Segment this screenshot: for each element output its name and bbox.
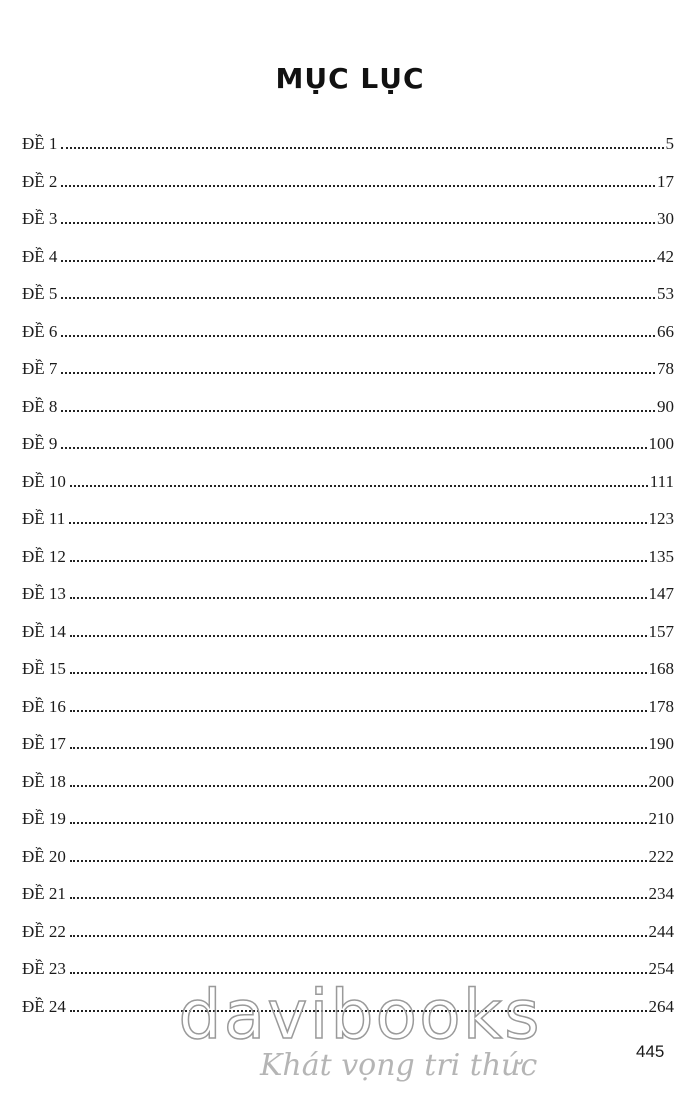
toc-entry-label: ĐỀ 9 bbox=[22, 434, 58, 453]
toc-entry-page: 78 bbox=[657, 359, 674, 378]
dot-leader bbox=[70, 710, 647, 712]
toc-entry-label: ĐỀ 20 bbox=[22, 846, 66, 866]
dot-leader bbox=[61, 147, 663, 149]
toc-entry[interactable] bbox=[22, 500, 674, 538]
dot-leader bbox=[61, 297, 655, 299]
toc-entry-page: 168 bbox=[648, 659, 674, 678]
toc-entry-page: 200 bbox=[648, 771, 674, 791]
toc-entry[interactable] bbox=[22, 875, 674, 913]
toc-entry-label: ĐỀ 16 bbox=[22, 696, 66, 716]
dot-leader bbox=[70, 672, 647, 674]
toc-entry-label: ĐỀ 24 bbox=[22, 996, 66, 1016]
toc-entry-label: ĐỀ 19 bbox=[22, 809, 66, 828]
dot-leader bbox=[70, 822, 647, 824]
toc-entry[interactable] bbox=[22, 913, 674, 951]
dot-leader bbox=[70, 635, 647, 637]
toc-entry-label: ĐỀ 21 bbox=[22, 884, 66, 903]
toc-entry-label: ĐỀ 14 bbox=[22, 621, 66, 641]
page-number: 445 bbox=[636, 1042, 665, 1061]
watermark-brand: davibooks bbox=[178, 976, 542, 1055]
toc-entry-page: 157 bbox=[648, 621, 674, 641]
toc-entry-label: ĐỀ 15 bbox=[22, 659, 66, 678]
toc-entry-page: 254 bbox=[648, 959, 674, 978]
dot-leader bbox=[70, 560, 647, 562]
table-of-contents bbox=[22, 125, 674, 1025]
toc-entry-page: 244 bbox=[648, 921, 674, 941]
dot-leader bbox=[70, 972, 647, 974]
toc-entry-page: 90 bbox=[657, 396, 674, 416]
toc-entry[interactable] bbox=[22, 388, 674, 426]
toc-entry-page: 147 bbox=[648, 584, 674, 603]
dot-leader bbox=[61, 410, 655, 412]
toc-entry[interactable] bbox=[22, 350, 674, 388]
toc-entry-page: 123 bbox=[648, 509, 674, 528]
toc-entry-page: 100 bbox=[648, 434, 674, 453]
toc-entry-label: ĐỀ 23 bbox=[22, 959, 66, 978]
dot-leader bbox=[61, 222, 655, 224]
toc-entry-page: 17 bbox=[657, 171, 674, 191]
toc-entry[interactable] bbox=[22, 538, 674, 576]
toc-entry-label: ĐỀ 10 bbox=[22, 471, 66, 491]
toc-entry-label: ĐỀ 8 bbox=[22, 396, 58, 416]
dot-leader bbox=[61, 372, 655, 374]
toc-entry-page: 222 bbox=[648, 846, 674, 866]
dot-leader bbox=[70, 897, 647, 899]
toc-entry-label: ĐỀ 5 bbox=[22, 284, 58, 303]
toc-entry[interactable] bbox=[22, 425, 674, 463]
toc-entry[interactable] bbox=[22, 313, 674, 351]
page-title: MỤC LỤC bbox=[275, 62, 425, 95]
toc-entry[interactable] bbox=[22, 763, 674, 801]
dot-leader bbox=[61, 447, 646, 449]
toc-entry-page: 210 bbox=[648, 809, 674, 828]
toc-entry-page: 135 bbox=[648, 546, 674, 566]
toc-entry[interactable] bbox=[22, 163, 674, 201]
toc-entry-label: ĐỀ 22 bbox=[22, 921, 66, 941]
toc-entry[interactable] bbox=[22, 275, 674, 313]
toc-entry[interactable] bbox=[22, 688, 674, 726]
toc-entry[interactable] bbox=[22, 650, 674, 688]
toc-entry-label: ĐỀ 7 bbox=[22, 359, 58, 378]
toc-entry-label: ĐỀ 13 bbox=[22, 584, 66, 603]
toc-entry[interactable] bbox=[22, 200, 674, 238]
toc-entry-page: 42 bbox=[657, 246, 674, 266]
toc-entry-label: ĐỀ 11 bbox=[22, 509, 66, 528]
toc-entry-page: 30 bbox=[657, 209, 674, 228]
toc-entry-label: ĐỀ 2 bbox=[22, 171, 58, 191]
toc-entry[interactable] bbox=[22, 800, 674, 838]
toc-entry-page: 111 bbox=[649, 471, 674, 491]
toc-entry-label: ĐỀ 3 bbox=[22, 209, 58, 228]
dot-leader bbox=[61, 185, 655, 187]
toc-entry[interactable] bbox=[22, 125, 674, 163]
toc-entry-page: 5 bbox=[665, 134, 674, 153]
toc-entry-page: 66 bbox=[657, 321, 674, 341]
dot-leader bbox=[69, 522, 646, 524]
dot-leader bbox=[70, 785, 647, 787]
toc-entry[interactable] bbox=[22, 463, 674, 501]
toc-entry-page: 53 bbox=[657, 284, 674, 303]
watermark-tagline: Khát vọng tri thức bbox=[260, 1048, 538, 1083]
dot-leader bbox=[70, 935, 647, 937]
toc-entry-page: 190 bbox=[648, 734, 674, 753]
dot-leader bbox=[61, 260, 655, 262]
toc-entry-label: ĐỀ 18 bbox=[22, 771, 66, 791]
toc-entry-label: ĐỀ 1 bbox=[22, 134, 58, 153]
dot-leader bbox=[70, 485, 648, 487]
toc-entry-label: ĐỀ 4 bbox=[22, 246, 58, 266]
toc-entry[interactable] bbox=[22, 575, 674, 613]
toc-entry[interactable] bbox=[22, 838, 674, 876]
toc-entry[interactable] bbox=[22, 725, 674, 763]
toc-entry-page: 264 bbox=[648, 996, 674, 1016]
toc-entry[interactable] bbox=[22, 613, 674, 651]
dot-leader bbox=[70, 597, 647, 599]
toc-entry-page: 234 bbox=[648, 884, 674, 903]
toc-entry-page: 178 bbox=[648, 696, 674, 716]
toc-entry[interactable] bbox=[22, 238, 674, 276]
toc-entry-label: ĐỀ 17 bbox=[22, 734, 66, 753]
toc-entry-label: ĐỀ 12 bbox=[22, 546, 66, 566]
dot-leader bbox=[70, 860, 647, 862]
dot-leader bbox=[61, 335, 655, 337]
toc-entry-label: ĐỀ 6 bbox=[22, 321, 58, 341]
dot-leader bbox=[70, 747, 647, 749]
watermark-logo bbox=[150, 978, 570, 1083]
